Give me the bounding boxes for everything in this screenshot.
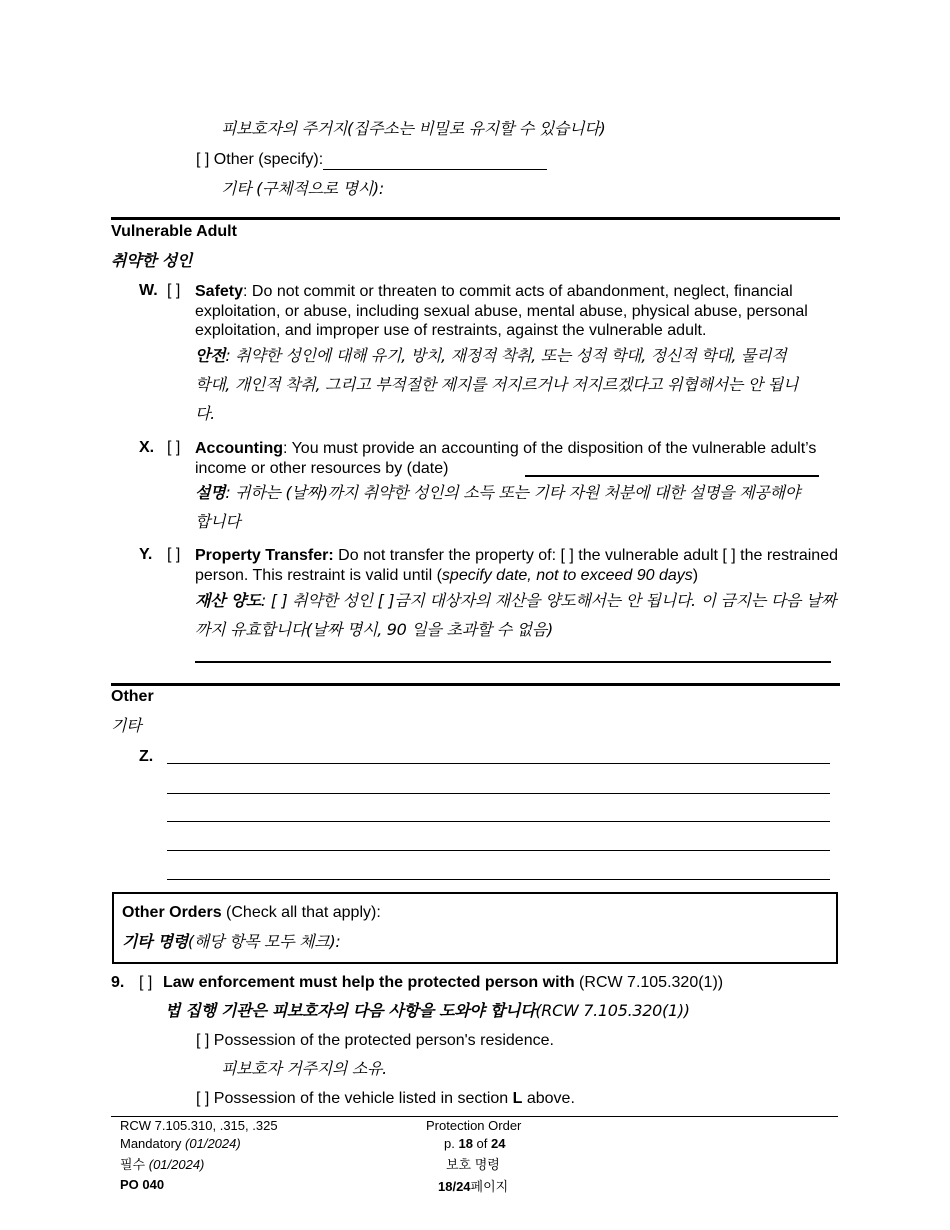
- z-line-3[interactable]: [167, 821, 830, 822]
- footer-form-number: PO 040: [120, 1177, 165, 1192]
- z-line-5[interactable]: [167, 879, 830, 880]
- footer-center: [426, 1117, 546, 1196]
- item-9-title-ko: 법 집행 기관은 피보호자의 다음 사항을 도와야 합니다: [165, 1001, 536, 1020]
- item-x-text-ko: [195, 478, 805, 536]
- residence-label-ko: 피보호자 거주지의 소유.: [221, 1059, 387, 1078]
- section-divider: [111, 683, 840, 686]
- residence-checkbox[interactable]: [ ]: [196, 1032, 210, 1049]
- z-line-2[interactable]: [167, 793, 830, 794]
- item-9-title-ko-row: [165, 998, 690, 1021]
- vehicle-section-ref: L: [512, 1090, 523, 1107]
- footer-page-ko: 18/24페이지: [438, 1179, 509, 1194]
- item-9-title: Law enforcement must help the protected person with: [163, 974, 575, 991]
- z-line-1[interactable]: [167, 763, 830, 764]
- item-w-title-ko: 안전: [195, 346, 226, 365]
- item-y-letter: Y.: [139, 546, 153, 563]
- item-9-rcw-ko: (RCW 7.105.320(1)): [535, 1001, 690, 1020]
- other-checkbox[interactable]: [ ]: [196, 151, 210, 168]
- item-w-body: : Do not commit or threaten to commit acts of abandonment, neglect, financial exploitation, or abuse, including sexual abuse, mental abuse, physical abuse, personal exploitation, and improper use of restraints, against the vulnerable adult.: [195, 283, 808, 339]
- other-orders-title-ko-row: [122, 929, 341, 952]
- item-9-rcw: (RCW 7.105.320(1)): [574, 974, 724, 991]
- vehicle-checkbox[interactable]: [ ]: [196, 1090, 210, 1107]
- other-orders-title: Other Orders: [122, 904, 222, 921]
- item-x-text: [195, 439, 835, 478]
- item-w-text: [195, 282, 837, 341]
- footer-rcw: RCW 7.105.310, .315, .325: [120, 1118, 278, 1133]
- vulnerable-adult-heading: Vulnerable Adult: [111, 223, 237, 240]
- footer-doc-title-ko: 보호 명령: [446, 1157, 500, 1172]
- item-x-title: Accounting: [195, 440, 283, 457]
- item-y-date-note: specify date, not to exceed 90 days: [441, 566, 693, 584]
- item-y-title: Property Transfer:: [195, 547, 334, 564]
- item-w-letter: W.: [139, 282, 158, 299]
- property-date-line[interactable]: [195, 661, 831, 663]
- vehicle-label: Possession of the vehicle listed in section: [213, 1090, 513, 1107]
- other-specify-row: [196, 151, 547, 170]
- item-9-number: 9.: [111, 974, 125, 991]
- item-w-title: Safety: [195, 283, 244, 300]
- other-orders-title-row: [122, 904, 381, 922]
- z-line-4[interactable]: [167, 850, 830, 851]
- other-specify-label: Other (specify):: [213, 151, 324, 168]
- item-z-letter: Z.: [139, 748, 154, 765]
- item-w-body-ko: : 취약한 성인에 대해 유기, 방치, 재정적 착취, 또는 성적 학대, 정신적 학대, 물리적 학대, 개인적 착취, 그리고 부적절한 제지를 저지르거나 저지르겠다고 위협해서는 안 됩니다.: [195, 346, 799, 423]
- other-orders-note: (Check all that apply):: [221, 904, 381, 921]
- item-y-close: ): [692, 566, 699, 584]
- footer-mandatory: Mandatory (01/2024): [120, 1136, 241, 1151]
- item-x-body-ko: : 귀하는 (날짜)까지 취약한 성인의 소득 또는 기타 자원 처분에 대한 설명을 제공해야 합니다: [195, 483, 800, 531]
- residence-option: [196, 1032, 554, 1050]
- other-specify-line[interactable]: [323, 151, 547, 170]
- item-y-body-ko: : [ ] 취약한 성인 [ ]금지 대상자의 재산을 양도해서는 안 됩니다. 이 금지는 다음 날짜까지 유효합니다(날짜 명시, 90 일을 초과할 수 없음): [195, 591, 837, 639]
- footer-page: p. 18 of 24: [444, 1136, 506, 1151]
- other-orders-note-ko: (해당 항목 모두 체크):: [187, 932, 341, 951]
- item-x-checkbox[interactable]: [ ]: [167, 439, 181, 456]
- footer-doc-title: Protection Order: [426, 1118, 522, 1133]
- accounting-date-line[interactable]: [525, 475, 819, 477]
- item-x-body: : You must provide an accounting of the disposition of the vulnerable adult’s income or other resources by (date): [195, 440, 817, 477]
- item-x-title-ko: 설명: [195, 483, 226, 502]
- other-specify-ko: 기타 (구체적으로 명시):: [221, 179, 384, 198]
- other-orders-title-ko: 기타 명령: [122, 932, 188, 951]
- other-orders-box: [112, 892, 838, 964]
- item-y-title-ko: 재산 양도: [195, 591, 261, 610]
- item-y-text-ko: [195, 586, 840, 644]
- item-y-text: [195, 546, 840, 585]
- vulnerable-adult-heading-ko: 취약한 성인: [111, 251, 193, 270]
- vehicle-label-end: above.: [522, 1090, 575, 1107]
- item-9-title-row: [163, 974, 723, 992]
- section-divider: [111, 217, 840, 220]
- item-w-text-ko: [195, 341, 805, 428]
- item-x-letter: X.: [139, 439, 155, 456]
- item-9-checkbox[interactable]: [ ]: [139, 974, 153, 991]
- item-w-checkbox[interactable]: [ ]: [167, 282, 181, 299]
- item-y-body: Do not transfer the property of: [ ] the vulnerable adult [ ] the restrained person. This restraint is valid until (: [195, 547, 838, 584]
- residence-address-ko: 피보호자의 주거지(집주소는 비밀로 유지할 수 있습니다): [221, 119, 606, 138]
- footer-mandatory-ko: 필수 (01/2024): [120, 1157, 205, 1172]
- residence-label: Possession of the protected person's residence.: [213, 1032, 554, 1049]
- item-y-checkbox[interactable]: [ ]: [167, 546, 181, 563]
- vehicle-option: [196, 1090, 575, 1108]
- other-heading: Other: [111, 688, 154, 705]
- footer-left: [120, 1117, 278, 1194]
- other-heading-ko: 기타: [111, 716, 142, 735]
